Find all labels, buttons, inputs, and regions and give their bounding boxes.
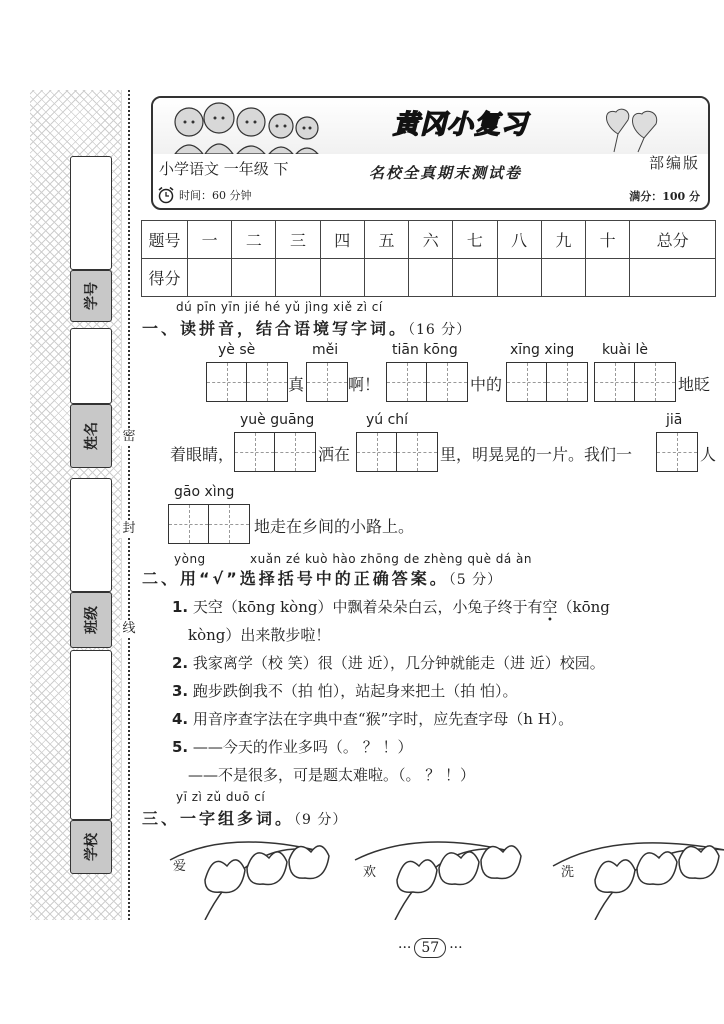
- page-number: [398, 938, 463, 958]
- score-cell[interactable]: [497, 259, 541, 297]
- children-illustration: [167, 100, 337, 154]
- score-cell[interactable]: [541, 259, 585, 297]
- score-cell[interactable]: [276, 259, 320, 297]
- student-id-label: 学号: [70, 270, 112, 322]
- writing-grid-yese[interactable]: [206, 362, 288, 402]
- school-label: 学校: [70, 820, 112, 874]
- col-3: 三: [276, 221, 320, 259]
- pinyin-xingxing: xīng xing: [510, 342, 575, 358]
- col-5: 五: [364, 221, 408, 259]
- score-cell[interactable]: [585, 259, 629, 297]
- flower-char-xi: 洗: [561, 865, 575, 880]
- text-dizha: 地眨: [678, 375, 711, 394]
- score-cell-total[interactable]: [630, 259, 716, 297]
- score-table: [141, 220, 716, 297]
- q4-text: 用音序查字法在字典中查“猴”字时，应先查字母（h H）。: [192, 710, 574, 728]
- q3-text: 跑步跌倒我不（拍 怕），站起身来把土（拍 怕）。: [192, 682, 518, 700]
- class-label: 班级: [70, 592, 112, 648]
- score-table-header-row: [142, 221, 716, 259]
- col-10: 十: [585, 221, 629, 259]
- text-sazai: 洒在: [318, 445, 351, 464]
- score-cell[interactable]: [364, 259, 408, 297]
- score-cell[interactable]: [409, 259, 453, 297]
- text-zhen: 真: [288, 375, 305, 394]
- student-id-box[interactable]: [70, 156, 112, 270]
- section2-points: （5 分）: [448, 572, 503, 588]
- score-cell[interactable]: [188, 259, 232, 297]
- seal-char-xian: 线: [120, 620, 138, 638]
- col-7: 七: [453, 221, 497, 259]
- text-zhuoyanjing: 着眼睛，: [170, 445, 235, 464]
- page-number-dots-left: ···: [398, 940, 412, 956]
- col-2: 二: [232, 221, 276, 259]
- section3-title: [142, 806, 347, 829]
- section3-title-pinyin: yī zì zǔ duō cí: [176, 790, 266, 804]
- pinyin-mei: měi: [312, 342, 339, 358]
- section1-points: （16 分）: [408, 322, 472, 338]
- q5-number: 5.: [172, 738, 189, 756]
- flower-group-huan[interactable]: [355, 842, 521, 920]
- text-ren: 人: [700, 445, 717, 464]
- pinyin-yuchi: yú chí: [366, 412, 409, 428]
- pinyin-jia: jiā: [666, 412, 683, 428]
- q1-dotted-char: 空: [542, 598, 558, 616]
- section1-title: [142, 316, 471, 339]
- section2-title-pinyin: xuǎn zé kuò hào zhōng de zhèng què dá àn: [250, 552, 533, 566]
- school-box[interactable]: [70, 650, 112, 820]
- q3-number: 3.: [172, 682, 189, 700]
- text-a: 啊！: [348, 375, 381, 394]
- q2-number: 2.: [172, 654, 189, 672]
- question-2-4: [172, 708, 573, 729]
- score-table-header-label: 题号: [142, 221, 188, 259]
- full-score: 满分：100 分: [629, 190, 700, 203]
- question-2-1: [172, 596, 610, 617]
- col-4: 四: [320, 221, 364, 259]
- flower-char-ai: 爱: [173, 859, 187, 874]
- question-2-1-cont: kòng）出来散步啦！: [188, 626, 331, 644]
- col-total: 总分: [630, 221, 716, 259]
- alarm-clock-icon: [157, 186, 175, 204]
- question-2-5-line-b: ——不是很多，可是题太难啦。（。 ？ ！）: [188, 766, 476, 784]
- score-cell[interactable]: [453, 259, 497, 297]
- time-limit-text: 时间：60 分钟: [179, 189, 252, 202]
- seal-char-feng: 封: [120, 520, 138, 538]
- score-table-score-row: [142, 259, 716, 297]
- score-cell[interactable]: [320, 259, 364, 297]
- text-zhongde: 中的: [470, 375, 503, 394]
- text-line3: 地走在乡间的小路上。: [254, 517, 415, 536]
- edition-label: 部编版: [648, 154, 700, 172]
- writing-grid-yuchi[interactable]: [356, 432, 438, 472]
- flower-char-huan: 欢: [363, 865, 377, 880]
- writing-grid-jia[interactable]: [656, 432, 698, 472]
- col-8: 八: [497, 221, 541, 259]
- writing-grid-kuaile[interactable]: [594, 362, 676, 402]
- page-number-dots-right: ···: [449, 940, 463, 956]
- col-9: 九: [541, 221, 585, 259]
- writing-grid-mei[interactable]: [306, 362, 348, 402]
- section3-points: （9 分）: [294, 812, 348, 828]
- score-row-label: 得分: [142, 259, 188, 297]
- class-box[interactable]: [70, 478, 112, 592]
- text-li-minghuanghuang: 里，明晃晃的一片。我们一: [440, 445, 633, 464]
- flower-group-xi[interactable]: [553, 843, 724, 920]
- question-2-3: [172, 680, 517, 701]
- section2-pinyin-yong: yòng: [174, 552, 206, 566]
- exam-title: 名校全真期末测试卷: [369, 164, 523, 182]
- flower-group-ai[interactable]: [170, 842, 329, 920]
- section1-title-text: 一、读拼音，结合语境写字词。: [142, 319, 409, 338]
- section3-title-text: 三、一字组多词。: [142, 809, 295, 828]
- page-number-value: 57: [414, 938, 446, 958]
- q1-text-b: （kōng: [557, 598, 610, 616]
- writing-grid-xingxing[interactable]: [506, 362, 588, 402]
- writing-grid-yueguang[interactable]: [234, 432, 316, 472]
- q4-number: 4.: [172, 710, 189, 728]
- seal-line: [128, 90, 130, 920]
- name-label: 姓名: [70, 404, 112, 468]
- col-1: 一: [188, 221, 232, 259]
- exam-header: [151, 96, 710, 210]
- pinyin-yese: yè sè: [218, 342, 256, 358]
- time-limit: [157, 186, 252, 204]
- question-2-5: [172, 736, 412, 757]
- pinyin-yueguang: yuè guāng: [240, 412, 315, 428]
- section1-title-pinyin: dú pīn yīn jié hé yǔ jìng xiě zì cí: [176, 300, 383, 314]
- score-cell[interactable]: [232, 259, 276, 297]
- writing-grid-gaoxing[interactable]: [168, 504, 250, 544]
- writing-grid-tiankong[interactable]: [386, 362, 468, 402]
- seal-char-mi: 密: [120, 428, 138, 446]
- brand-logo: 黄冈小复习: [393, 110, 529, 140]
- section2-title-text: 二、用“√”选择括号中的正确答案。: [142, 569, 449, 588]
- heart-balloons-illustration: [598, 104, 668, 154]
- flower-word-builders: [165, 830, 724, 920]
- pinyin-tiankong: tiān kōng: [392, 342, 458, 358]
- col-6: 六: [409, 221, 453, 259]
- q1-text-a: 天空（kōng kòng）中飘着朵朵白云，小兔子终于有: [192, 598, 543, 616]
- q1-number: 1.: [172, 598, 189, 616]
- q5-line-a: ——今天的作业多吗（。 ？ ！）: [192, 738, 413, 756]
- q2-text: 我家离学（校 笑）很（进 近），几分钟就能走（进 近）校园。: [192, 654, 605, 672]
- section2-title: [142, 566, 502, 589]
- name-box[interactable]: [70, 328, 112, 404]
- subject-label: 小学语文 一年级 下: [159, 160, 289, 178]
- question-2-2: [172, 652, 605, 673]
- pinyin-gaoxing: gāo xìng: [174, 484, 235, 500]
- pinyin-kuaile: kuài lè: [602, 342, 648, 358]
